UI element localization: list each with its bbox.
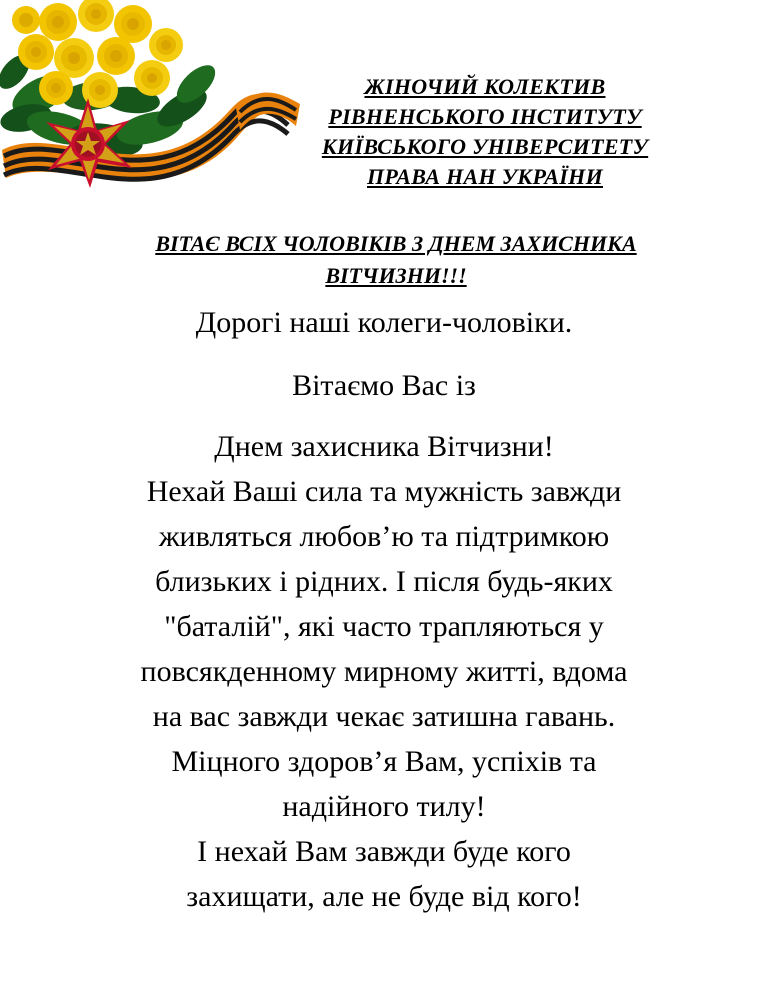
org-line-1: ЖІНОЧИЙ КОЛЕКТИВ <box>364 74 606 99</box>
document-header <box>0 0 768 290</box>
org-line-4: ПРАВА НАН УКРАЇНИ <box>367 164 603 189</box>
body-line: Дорогі наші колеги-чоловіки. <box>195 306 573 339</box>
body-line: І нехай Вам завжди буде кого <box>197 835 571 868</box>
org-line-3: КИЇВСЬКОГО УНІВЕРСИТЕТУ <box>321 134 649 159</box>
body-line: живляться любов’ю та підтримкою <box>158 520 610 553</box>
body-line: захищати, але не буде від кого! <box>186 880 582 913</box>
body-line: повсякденному мирному житті, вдома <box>140 655 628 688</box>
greeting-line-1: ВІТАЄ ВСІХ ЧОЛОВІКІВ З ДНЕМ ЗАХИСНИКА <box>155 231 637 256</box>
paragraph-1 <box>34 300 734 345</box>
greeting-line-2: ВІТЧИЗНИ!!! <box>325 263 467 288</box>
document-body <box>34 300 734 919</box>
body-line: Днем захисника Вітчизни! <box>214 430 554 463</box>
body-line: на вас завжди чекає затишна гавань. <box>152 700 616 733</box>
body-line: близьких і рідних. І після будь-яких <box>155 565 613 598</box>
body-line: "баталій", які часто трапляються у <box>164 610 604 643</box>
body-line: Вітаємо Вас із <box>292 369 476 402</box>
body-line: Міцного здоров’я Вам, успіхів та <box>171 745 597 778</box>
org-line-2: РІВНЕНСЬКОГО ІНСТИТУТУ <box>328 104 642 129</box>
paragraph-3 <box>34 424 734 919</box>
body-line: Нехай Ваші сила та мужність завжди <box>146 475 622 508</box>
body-line: надійного тилу! <box>282 790 486 823</box>
greeting-heading <box>96 228 696 292</box>
paragraph-2 <box>34 363 734 408</box>
organisation-heading <box>215 72 755 192</box>
